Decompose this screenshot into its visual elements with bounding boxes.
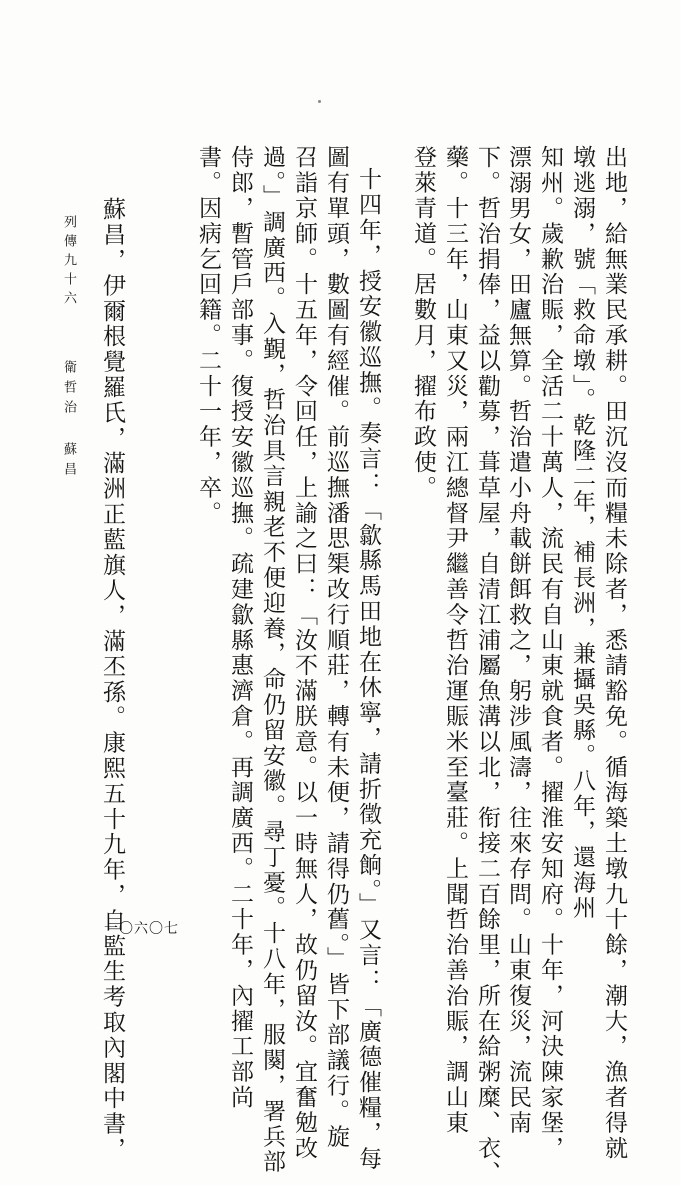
text-column-4: 漂溺男女，田廬無算。哲治遣小舟載餅餌救之，躬涉風濤，往來存問。山東復災，流民南 bbox=[505, 145, 531, 1136]
text-column-6: 藥。十三年，山東又災，兩江總督尹繼善令哲治運賑米至臺莊。上聞哲治善治賑，調山東 bbox=[442, 145, 468, 1136]
text-column-5: 下。哲治捐俸，益以勸募，葺草屋，自清江浦屬魚溝以北，衔接二百餘里，所在給粥糜、衣、 bbox=[474, 145, 500, 1186]
text-column-2: 墩逃溺，號「救命墩」。乾隆二年，補長洲，兼攝吳縣。八年，還海州 bbox=[569, 145, 595, 921]
text-column-3: 知州。歲歉治賑，全活二十萬人，流民有自山東就食者。擢淮安知府。十年，河決陳家堡， bbox=[537, 145, 563, 1161]
text-column-13: 書。因病乞回籍。二十一年，卒。 bbox=[195, 145, 221, 526]
text-column-7: 登萊青道。居數月，擢布政使。 bbox=[410, 145, 436, 501]
text-column-12: 侍郎，暫管戶部事。復授安徽巡撫。疏建歙縣惠濟倉。再調廣西。二十年，內擢工部尚 bbox=[227, 145, 253, 1111]
running-head-chapter: 列傳九十六 bbox=[61, 215, 76, 310]
text-column-11: 過。」調廣西。入覲，哲治具言親老不便迎養，命仍留安徽。尋丁憂。十八年，服闋，署兵部 bbox=[259, 145, 285, 1175]
page-number: 一〇六〇七 bbox=[104, 921, 179, 937]
text-column-10: 召詣京師。十五年，令回任，上諭之曰：「汝不滿朕意。以一時無人，故仍留汝。宜奮勉改 bbox=[291, 145, 317, 1161]
text-column-1: 出地，給無業民承耕。田沉沒而糧未除者，悉請豁免。循海築土墩九十餘，潮大，漁者得就 bbox=[601, 145, 627, 1161]
ink-speck bbox=[318, 100, 321, 103]
text-column-8: 十四年，授安徽巡撫。奏言：「歙縣馬田地在休寧，請折徵充餉。」又言：「廣德催糧，每 bbox=[355, 167, 381, 1172]
running-head-names: 衛哲治 蘇昌 bbox=[61, 360, 76, 482]
text-column-9: 圖有單頭，數圖有經催。前巡撫潘思榘改行順莊，轉有未便，請得仍舊。」皆下部議行。旋 bbox=[323, 145, 349, 1150]
text-column-14: 蘇昌，伊爾根覺羅氏，滿洲正藍旗人，滿丕孫。康熙五十九年，自監生考取內閣中書， bbox=[99, 197, 125, 1163]
